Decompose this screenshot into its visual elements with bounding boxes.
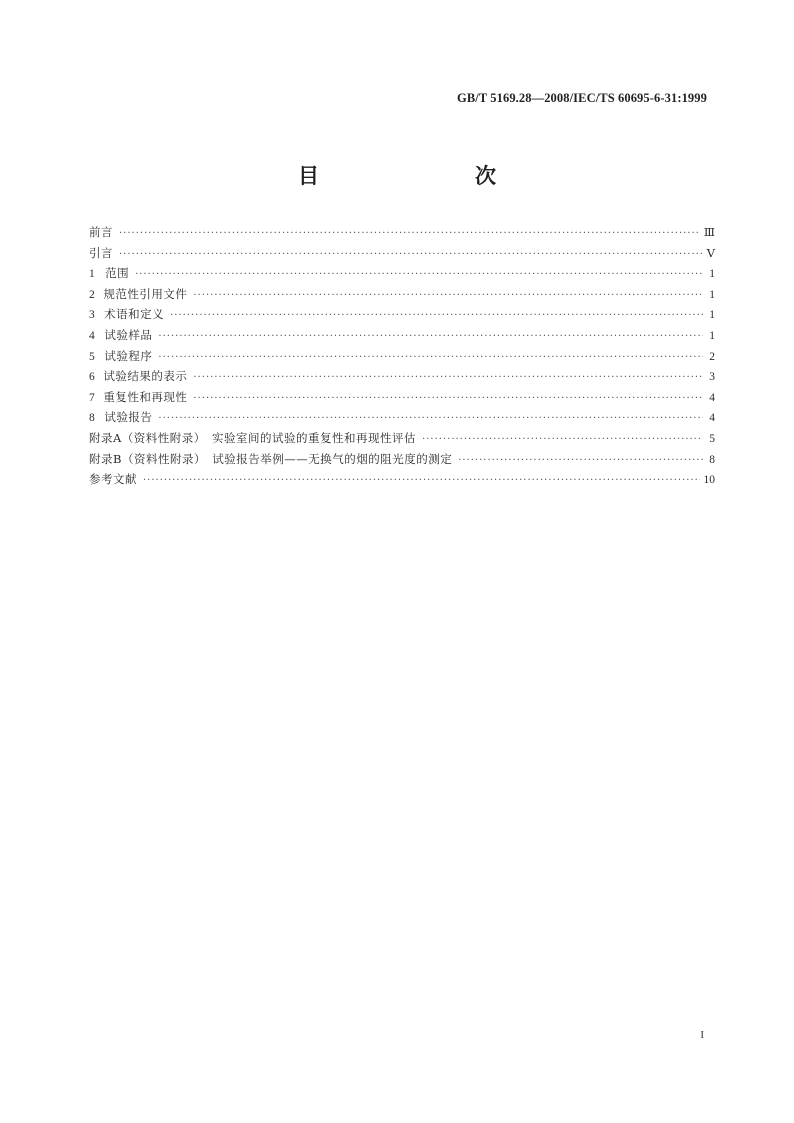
leader-dots [158,409,703,430]
toc-entry-foreword[interactable] [89,222,715,243]
toc-entry-label: 前言 [89,225,113,239]
toc-entry-terms-definitions[interactable] [89,304,715,325]
leader-dots [193,286,703,307]
toc-entry-number: 5 [89,350,95,363]
toc-entry-page: 2 [709,350,715,363]
toc-entry-annex-a[interactable] [89,428,715,449]
toc-entry-bibliography[interactable] [89,469,715,490]
toc-entry-number: 6 [89,371,95,384]
toc-entry-page: 10 [703,474,715,487]
toc-entry-number: 2 [89,288,95,301]
table-of-contents [89,222,715,490]
toc-entry-label: 试验报告 [104,410,153,425]
toc-entry-repeatability-reproducibility[interactable] [89,387,715,408]
toc-entry-page: 1 [709,268,715,281]
leader-dots [193,368,703,389]
page-number: I [700,1029,704,1041]
leader-dots [135,265,703,286]
toc-entry-page: 1 [709,288,715,301]
toc-entry-label: 范围 [105,266,130,281]
toc-entry-label: 引言 [89,245,113,260]
toc-entry-number: 7 [89,391,95,404]
toc-entry-page: 8 [709,453,715,466]
toc-entry-label: 试验结果的表示 [103,369,188,384]
toc-entry-page: 4 [709,391,715,404]
leader-dots [170,306,703,327]
leader-dots [193,389,703,410]
toc-entry-annex-b[interactable] [89,449,715,470]
leader-dots [422,430,703,451]
toc-entry-label: 试验样品 [104,327,153,342]
toc-entry-page: 1 [709,329,715,342]
toc-entry-page: 3 [709,371,715,384]
toc-entry-test-report[interactable] [89,407,715,428]
leader-dots [458,451,703,472]
toc-entry-number: 4 [89,329,95,342]
toc-entry-label: 重复性和再现性 [103,389,188,404]
toc-entry-label: 试验程序 [104,348,153,363]
toc-entry-label: 附录B（资料性附录） 试验报告举例——无换气的烟的阻光度的测定 [89,451,453,466]
toc-entry-normative-references[interactable] [89,284,715,305]
toc-entry-page: Ⅴ [706,247,715,260]
leader-dots [158,327,703,348]
toc-entry-page: Ⅲ [703,227,715,239]
toc-entry-page: 4 [709,412,715,425]
toc-entry-scope[interactable] [89,263,715,284]
toc-entry-number: 3 [89,309,95,322]
toc-entry-expression-of-results[interactable] [89,366,715,387]
toc-entry-number: 8 [89,412,95,425]
toc-entry-label: 附录A（资料性附录） 实验室间的试验的重复性和再现性评估 [89,430,417,445]
toc-entry-test-procedure[interactable] [89,346,715,367]
toc-entry-label: 参考文献 [89,472,137,487]
leader-dots [158,348,703,369]
toc-entry-page: 5 [709,432,715,445]
toc-entry-introduction[interactable] [89,243,715,264]
leader-dots [119,224,700,245]
page-title: 目 次 [298,164,534,188]
toc-entry-label: 规范性引用文件 [103,286,188,301]
toc-entry-label: 术语和定义 [104,307,165,322]
standard-code: GB/T 5169.28—2008/IEC/TS 60695-6-31:1999 [457,91,707,105]
toc-entry-page: 1 [709,309,715,322]
toc-entry-test-specimens[interactable] [89,325,715,346]
leader-dots [143,471,700,492]
toc-entry-number: 1 [89,268,95,281]
leader-dots [119,245,703,266]
